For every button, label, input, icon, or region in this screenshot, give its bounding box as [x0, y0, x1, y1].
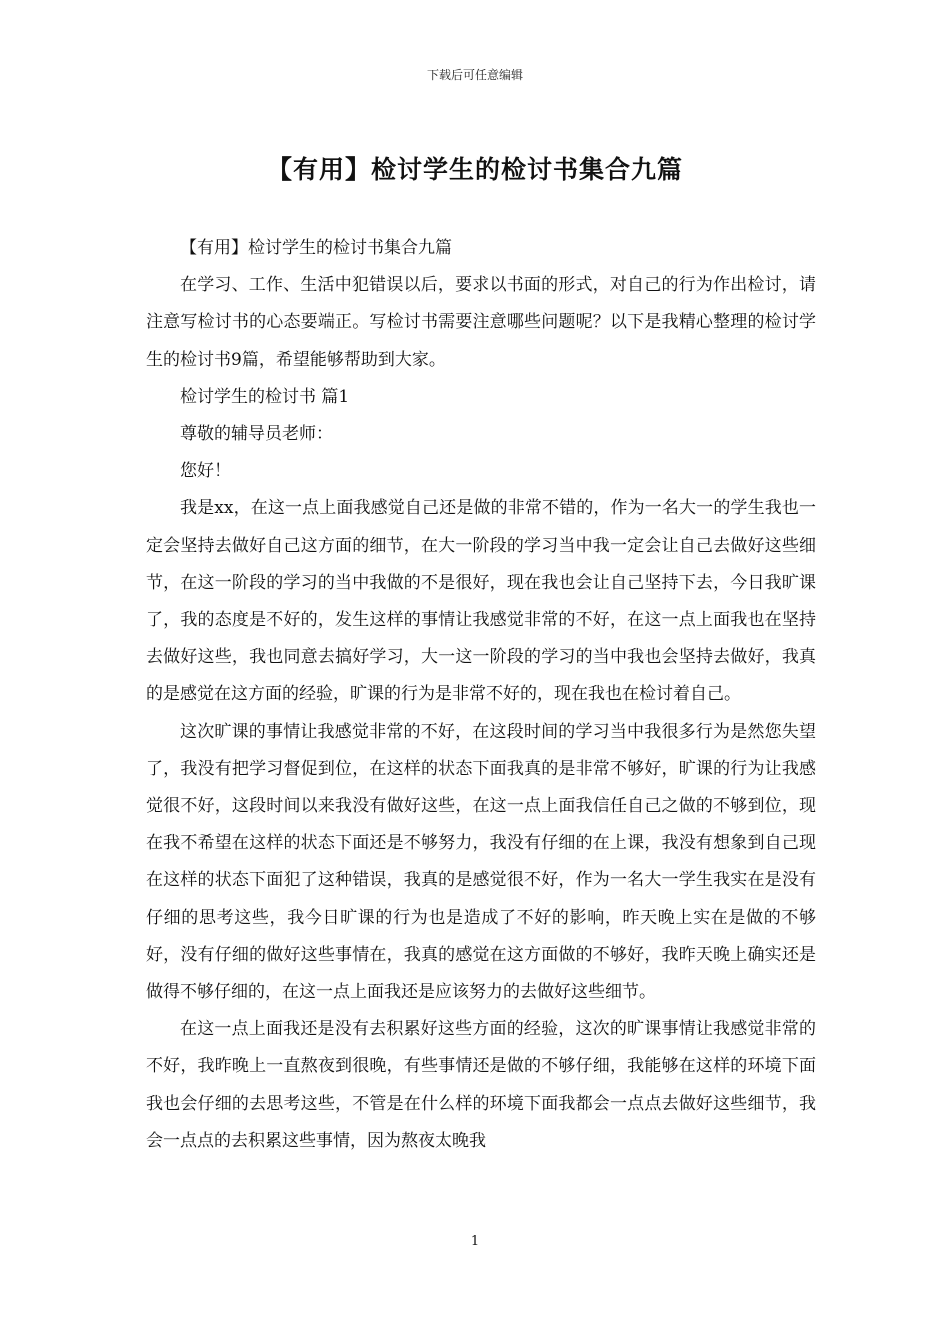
section-heading: 检讨学生的检讨书 篇1 [180, 386, 350, 407]
paragraph-intro: 在学习、工作、生活中犯错误以后，要求以书面的形式，对自己的行为作出检讨，请注意写检讨书的心态要端正。写检讨书需要注意哪些问题呢？以下是我精心整理的检讨学生的检讨书9篇，希望能够帮助到大家。 [146, 275, 816, 370]
paragraph-body-2: 这次旷课的事情让我感觉非常的不好，在这段时间的学习当中我很多行为是然您失望了，我没有把学习督促到位，在这样的状态下面我真的是非常不够好，旷课的行为让我感觉很不好，这段时间以来我没有做好这些，在这一点上面我信任自己之做的不够到位，现在我不希望在这样的状态下面还是不够努力，我没有仔细的在上课，我没有想象到自己现在这样的状态下面犯了这种错误，我真的是感觉很不好，作为一名大一学生我实在是没有仔细的思考这些，我今日旷课的行为也是造成了不好的影响，昨天晚上实在是做的不够好，没有仔细的做好这些事情在，我真的感觉在这方面做的不够好，我昨天晚上确实还是做得不够仔细的，在这一点上面我还是应该努力的去做好这些细节。 [146, 721, 816, 1003]
page-number: 1 [470, 1234, 480, 1249]
document-title: 【有用】检讨学生的检讨书集合九篇 [266, 155, 683, 184]
greeting: 您好！ [180, 461, 231, 482]
header-note: 下载后可任意编辑 [426, 68, 523, 82]
paragraph-body-1: 我是xx，在这一点上面我感觉自己还是做的非常不错的，作为一名大一的学生我也一定会坚持去做好自己这方面的细节，在大一阶段的学习当中我一定会让自己去做好这些细节，在这一阶段的学习的当中我做的不是很好，现在我也会让自己坚持下去，今日我旷课了，我的态度是不好的，发生这样的事情让我感觉非常的不好，在这一点上面我也在坚持去做好这些，我也同意去搞好学习，大一这一阶段的学习的当中我也会坚持去做好，我真的是感觉在这方面的经验，旷课的行为是非常不好的，现在我也在检讨着自己。 [146, 498, 816, 705]
paragraph-body-3: 在这一点上面我还是没有去积累好这些方面的经验，这次的旷课事情让我感觉非常的不好，我昨晚上一直熬夜到很晚，有些事情还是做的不够仔细，我能够在这样的环境下面我也会仔细的去思考这些，不管是在什么样的环境下面我都会一点点去做好这些细节，我会一点点的去积累这些事情，因为熬夜太晚我 [146, 1019, 816, 1151]
salutation: 尊敬的辅导员老师： [180, 424, 333, 445]
paragraph-subtitle: 【有用】检讨学生的检讨书集合九篇 [180, 238, 452, 258]
document-body [146, 230, 816, 1160]
